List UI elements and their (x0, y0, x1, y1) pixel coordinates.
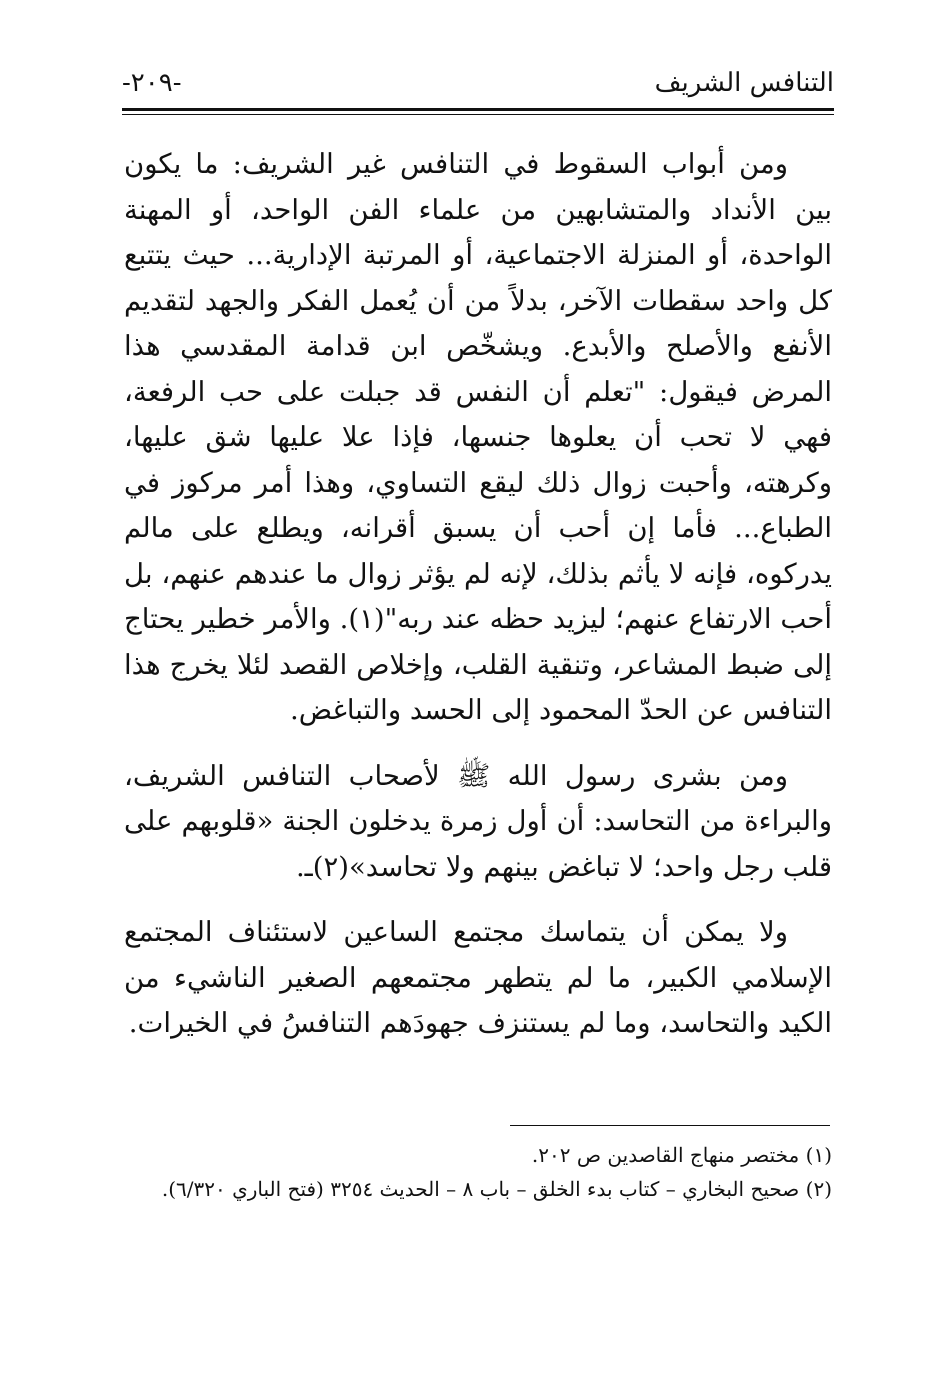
paragraph-3: ولا يمكن أن يتماسك مجتمع الساعين لاستئناف المجتمع الإسلامي الكبير، ما لم يتطهر مجتمعهم الصغير الناشيء من الكيد والتحاسد، وما لم يستنزف جهودَهم التنافسُ في الخيرات. (124, 916, 832, 1039)
page-number: -٢٠٩- (122, 68, 182, 98)
footnote-2: (٢) صحيح البخاري – كتاب بدء الخلق – باب ٨ – الحديث ٣٢٥٤ (فتح الباري ٦/٣٢٠). (161, 1177, 832, 1201)
header-rule-thin (122, 114, 834, 115)
body-text (124, 142, 832, 1047)
footnotes (124, 1138, 832, 1206)
footnote-1: (١) مختصر منهاج القاصدين ص ٢٠٢. (531, 1143, 832, 1167)
paragraph-1: ومن أبواب السقوط في التنافس غير الشريف: ما يكون بين الأنداد والمتشابهين من علماء الفن الواحد، أو المهنة الواحدة، أو المنزلة الاجتماعية، أو المرتبة الإدارية... حيث يتتبع كل واحد سقطات الآخر، بدلاً من أن يُعمل الفكر والجهد لتقديم الأنفع والأصلح والأبدع. ويشخّص ابن قدامة المقدسي هذا المرض فيقول: "تعلم أن النفس قد جبلت على حب الرفعة، فهي لا تحب أن يعلوها جنسها، فإذا علا عليها شق عليها، وكرهته، وأحبت زوال ذلك ليقع التساوي، وهذا أمر مركوز في الطباع... فأما إن أحب أن يسبق أقرانه، ويطلع على مالم يدركوه، فإنه لا يأثم بذلك، لإنه لم يؤثر زوال ما عندهم عنهم، بل أحب الارتفاع عنهم؛ ليزيد حظه عند ربه"(١). والأمر خطير يحتاج إلى ضبط المشاعر، وتنقية القلب، وإخلاص القصد لئلا يخرج هذا التنافس عن الحدّ المحمود إلى الحسد والتباغض. (124, 148, 832, 726)
running-title: التنافس الشريف (654, 68, 834, 98)
header-rule-thick (122, 108, 834, 111)
page-header (122, 68, 834, 104)
paragraph-2: ومن بشرى رسول الله ﷺ لأصحاب التنافس الشريف، والبراءة من التحاسد: أن أول زمرة يدخلون الجنة «قلوبهم على قلب رجل واحد؛ لا تباغض بينهم ولا تحاسد»(٢)ـ. (124, 759, 832, 883)
footnote-separator (510, 1125, 830, 1126)
